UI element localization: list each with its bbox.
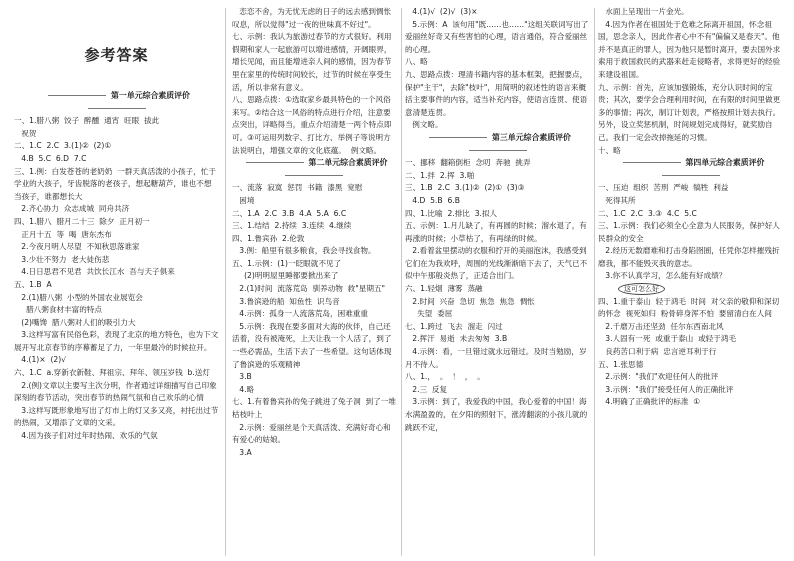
answer-line: (2)明明屋里睡都要掀出来了	[232, 271, 339, 281]
title-rule	[662, 175, 720, 176]
answer-line: 4.(1)√ (2)√ (3)×	[405, 7, 478, 16]
section-title	[598, 157, 784, 182]
section-title-text: 第二单元综合素质评价	[308, 158, 388, 168]
oval-text: 这可怎么好	[618, 283, 665, 295]
answer-line: 3.少壮不努力 老大徒伤悲	[14, 254, 110, 264]
section-title	[405, 132, 590, 157]
column-4	[598, 6, 784, 558]
answer-line: 一、挪移 翻箱倒柜 念叨 奔驰 挑弄	[405, 158, 531, 168]
title-rule	[469, 150, 527, 151]
answer-line: 2.示例："我们"欢迎任何人的批评	[598, 372, 719, 382]
answer-line: 2.(例)文章以主要写主次分明，作者通过详细描写自己印象深刻的春节活动，突出春节的热闹气氛和自己欢乐的心情	[14, 380, 217, 403]
answer-line: 三、1.示例：我们必须全心全意为人民服务，保护好人民群众的安全	[598, 221, 780, 243]
answer-line: 3.鲁滨逊的船 知鱼性 识鸟音	[232, 296, 340, 306]
answer-line: 四、1.比喻 2.排比 3.拟人	[405, 208, 498, 218]
section-title-text: 第四单元综合素质评价	[685, 158, 765, 168]
answer-line: 腊八粥食材丰富的特点	[14, 305, 103, 315]
column-3	[405, 6, 590, 558]
answer-line: 三、1.B 2.C 3.(1)② (2)① (3)③	[405, 183, 525, 193]
answer-line: 三、1.例：白发苍苍的老奶奶 一群天真活泼的小孩子，忙于学业的大孩子，牙齿脱落的老孩子，想起糖葫芦，谁也不想当孩子，谁都想长大	[14, 166, 216, 201]
answer-line: 四、1.腊八 腊月二十三 除夕 正月初一	[14, 216, 150, 226]
answer-line: 4.示例：孤身一人流落荒岛，困难重重	[232, 309, 368, 319]
sentence-bubble	[598, 283, 784, 296]
answer-line: 4.(1)× (2)√	[14, 355, 67, 365]
answer-line: 六、1.C a.穿新衣新鞋、拜祖宗、拜年、领压岁钱 b.送灯	[14, 368, 210, 378]
answer-line: 4.日日思君不见君 共饮长江水 吾与天子俱来	[14, 267, 175, 277]
title-rule	[285, 175, 343, 176]
column-2	[232, 6, 396, 558]
answer-line: 祝贺	[14, 128, 37, 138]
answer-line: 良药苦口利于病 忠言逆耳利于行	[598, 347, 717, 357]
answer-line: 2.三 反复	[405, 384, 448, 394]
answer-line: 一、流落 寂寞 惩罚 书籍 漆黑 宽慰	[232, 183, 363, 193]
column-1	[14, 6, 219, 558]
answer-line: 3.B	[232, 372, 252, 382]
answer-line: 二、1.A 2.C 3.B 4.A 5.A 6.C	[232, 208, 347, 218]
answer-line: 2.挥汗 易逝 未去匆匆 3.B	[405, 334, 508, 344]
answer-line: 3.示例："我们"接受任何人的正确批评	[598, 384, 734, 394]
answer-line: 2.(1)腊八粥 小型的外国农业展览会	[14, 292, 143, 302]
answer-line: 4.略	[232, 384, 255, 394]
answer-line: 恋恋不舍，为无忧无虑的日子的远去感到惆怅叹息，所以觉得"过一夜的世味真不好过"。	[232, 7, 392, 29]
answer-line: 3.人固有一死 或重于泰山 或轻于鸿毛	[598, 334, 737, 344]
answer-line: 2.齐心协力 众志成城 同舟共济	[14, 204, 130, 214]
answer-line: 4.明确了正确批评的标准 ①	[598, 397, 701, 407]
answer-line: 六、1.轻烟 薄雾 蒸融	[405, 284, 483, 294]
answer-line: 4.因为作者在祖国处于危难之际离开祖国，怀念祖国，思念亲人，因此作者心中不有"偏偏又是春天"。他并不是真正的罪人，因为他只是暂时离开，要去国外求索用于救国救民的武器来赶走侵略者，求得更好的经验来建设祖国。	[598, 19, 781, 79]
answer-line: 四、1.重于泰山 轻于鸿毛 时间 对父亲的敬仰和深切的怀念 视死如归 粉骨碎身浑不怕 要留清白在人间	[598, 296, 780, 319]
title-rule	[88, 108, 146, 109]
answer-line: 5.示例：A 该句用"既……也……"这组关联词写出了爱丽丝好奇又有些害怕的心理，语言通俗，符合爱丽丝的心理。	[405, 19, 589, 54]
answer-line: 九、示例：首先，应该加强锻炼，充分认识时间的宝贵；其次，要学会合理利用时间，在有限的时间里做更多的事情；再次，制订计划表，严格按照计划去执行。另外，设立奖惩机制，时间规划完成得好，就奖励自己。我们一定会改掉拖延的习惯。	[598, 82, 781, 142]
answer-line: (2)嘴馋 腊八粥对人们的吸引力大	[14, 317, 136, 327]
answer-line: 2.千磨万击还坚劲 任尔东西南北风	[598, 321, 724, 331]
section-title	[14, 90, 219, 115]
answer-line: 二、1.C 2.C 3.③ 4.C 5.C	[598, 208, 697, 218]
answer-line: 2.看着盆里摆动的衣服和拧开的美丽泡沫，我感受到它们在为我欢呼，周围的光线渐渐暗下去了，天气已不似中午那般炎热了，正适合出门。	[405, 246, 588, 281]
answer-line: 失望 委屈	[405, 309, 453, 319]
answer-line: 2.示例：爱丽丝是个天真活泼、充满好奇心和有爱心的姑娘。	[232, 422, 391, 445]
answer-line: 正月十五 等 喝 唐东杰布	[14, 229, 112, 239]
answer-line: 3.例：船里有很多粮食，我会寻找食物。	[232, 246, 376, 256]
answer-line: 四、1.鲁宾孙 2.伦敦	[232, 233, 305, 243]
answer-line: 4.B 5.C 6.D 7.C	[14, 153, 87, 163]
answer-line: 4.示例：看，一旦错过就永远错过。及时当勉励，岁月不待人。	[405, 347, 587, 369]
answer-line: 3.这样写富有民俗色彩，表现了北京的地方特色，也为下文展开写北京春节的序幕蓄足了力，一年里最冷的时候拉开。	[14, 330, 219, 352]
answer-line: 3.示例：到了，我爱我的中国，我心爱着的中国！海水满盈盈的，在夕阳的照射下，涨涛翻滚的小孩儿就的跳跃不定，	[405, 397, 588, 432]
page-title: 参考答案	[84, 46, 149, 64]
answer-line: 八、略	[405, 57, 428, 67]
answer-line: 4.因为孩子们对过年时热闹、欢乐的气氛	[14, 431, 158, 441]
answer-line: 2.(1)时间 流落荒岛 驯养动物 救"星期五"	[232, 284, 386, 294]
answer-line: 困境	[232, 195, 255, 205]
answer-line: 3.A	[232, 447, 252, 457]
section-title-text: 第三单元综合素质评价	[492, 132, 571, 142]
title-rule	[48, 95, 106, 96]
section-title-text: 第一单元综合素质评价	[111, 91, 190, 100]
answer-line: 十、略	[598, 145, 621, 155]
answer-line: 例文略。	[405, 120, 443, 130]
answer-line: 九、思路点拨：理清书籍内容的基本框架，把握要点，保护"主干"，去除"枝叶"，用简明的叙述性的语言来概括主要事件的内容，适当补充内容，使语言连贯、使语意清楚连贯。	[405, 69, 588, 117]
answer-line: 二、1.C 2.C 3.(1)② (2)①	[14, 141, 112, 151]
title-rule	[246, 162, 304, 163]
answer-line: 5.示例：我现在要多面对大海的伙伴，自己还活着，没有被淹死，上天让我一个人活了，到了一些必需品，生活下去了一些希望。这句话体现了鲁滨逊的乐观精神	[232, 321, 392, 369]
answer-line: 七、示例：我认为旅游过春节的方式很好。利用假期和家人一起旅游可以增进感情，开阔眼界，增长见闻，而且能增进亲人间的感情，因为春节里在家里的传统时间较长，过节的时候在享受生活，所以非常有意义。	[232, 32, 392, 92]
answer-line: 2.经历无数磨难和打击身陷囹圄，任凭你怎样摧残折磨我，都不能毁灭我的意志。	[598, 246, 780, 268]
answer-line: 3.你不认真学习，怎么能有好成绩？	[598, 271, 727, 281]
answer-line: 八、思路点拨：①选取家乡最具特色的一个风俗来写。②结合这一风俗的特点进行介绍，注意要点突出，详略得当，重点介绍清楚一两个特点即可。③可运用列数字、打比方、举例子等说明方法说明白，增强文章的文化底蕴。 例文略。	[232, 95, 392, 155]
answer-line: 一、1.腊八粥 饺子 醉醺 通宵 旺眼 拔此	[14, 116, 160, 126]
answer-line: 水面上呈现出一片金光。	[598, 7, 689, 16]
answer-line: 五、示例：1.月儿缺了，有再圆的时候；溜水退了，有再涨的时候；小草枯了，有再绿的时候。	[405, 221, 587, 243]
answer-line: 三、1.结结 2.持续 3.连续 4.继续	[232, 221, 352, 231]
title-rule	[429, 137, 487, 138]
title-rule	[623, 162, 681, 163]
answer-line: 七、1.有着鲁宾孙的兔子跳进了兔子洞 到了一堆枯枝叶上	[232, 397, 396, 419]
answer-line: 一、压迫 组织 苦刑 严峻 犒牲 利益	[598, 183, 729, 193]
answer-line: 二、1.拌 2.挥 3.啪	[405, 170, 475, 180]
answer-line: 3.这样写既形象地写出了灯市上的灯又多又亮，衬托出过节的热闹，又增添了文章的文采。	[14, 405, 219, 428]
answer-line: 2.今夜月明人尽望 不知秋思落谁家	[14, 242, 140, 252]
answer-line: 五、1.示例：(1)一眨眼就不见了	[232, 258, 342, 268]
answer-line: 4.D 5.B 6.B	[405, 195, 460, 205]
answer-line: 死得其所	[598, 195, 636, 205]
answer-line: 八、1.， 。 ！ ， 。	[405, 372, 485, 382]
answer-line: 五、1.张思德	[598, 359, 644, 369]
answer-line: 七、1.跨过 飞去 溜走 闪过	[405, 321, 503, 331]
section-title	[232, 157, 396, 182]
answer-line: 2.时间 兴奋 急切 焦急 焦急 惆怅	[405, 296, 535, 306]
answer-line: 五、1.B A	[14, 279, 52, 289]
